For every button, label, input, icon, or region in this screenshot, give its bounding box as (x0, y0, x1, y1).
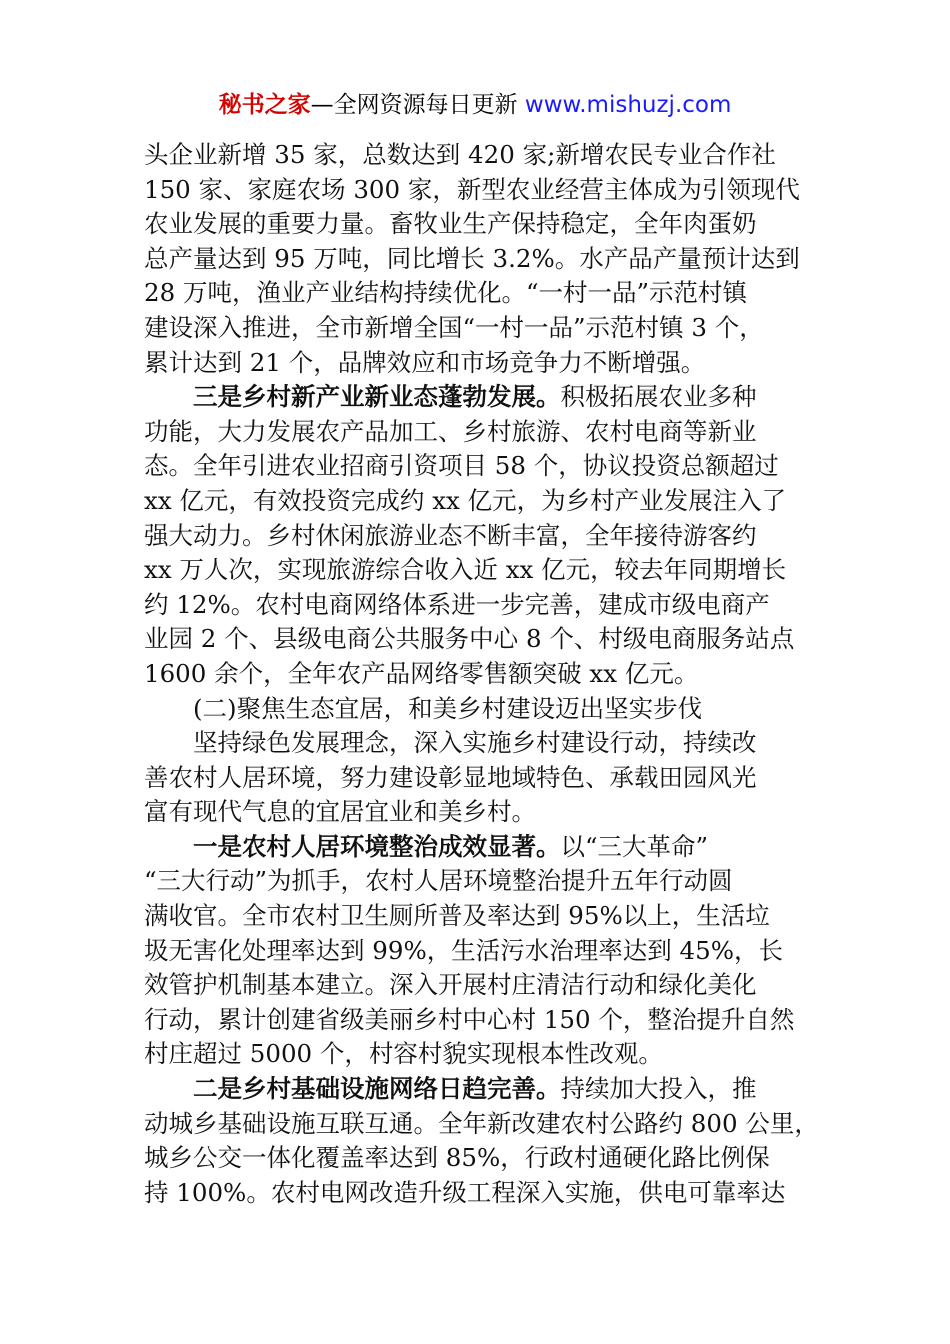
line-text: 28 万吨，渔业产业结构持续优化。“一村一品”示范村镇 (144, 278, 748, 308)
line-text: 圾无害化处理率达到 99%，生活污水治理率达到 45%，长 (144, 935, 783, 965)
text-line (144, 242, 816, 277)
bold-heading: 一是农村人居环境整治成效显著。 (193, 831, 561, 861)
text-line (144, 484, 816, 519)
line-text: 建设深入推进，全市新增全国“一村一品”示范村镇 3 个， (144, 312, 764, 342)
line-text: 积极拓展农业多种 (560, 382, 757, 412)
line-text: 150 家、家庭农场 300 家，新型农业经营主体成为引领现代 (144, 174, 800, 204)
line-text: 城乡公交一体化覆盖率达到 85%，行政村通硬化路比例保 (144, 1143, 770, 1173)
line-text: “三大行动”为抓手，农村人居环境整治提升五年行动圆 (144, 866, 733, 896)
text-line (144, 1176, 816, 1211)
line-text: xx 万人次，实现旅游综合收入近 xx 亿元，较去年同期增长 (144, 555, 787, 585)
line-text: 动城乡基础设施互联互通。全年新改建农村公路约 800 公里， (144, 1108, 819, 1138)
header-slogan: —全网资源每日更新 (310, 92, 525, 118)
text-line (144, 380, 816, 415)
line-text: 头企业新增 35 家，总数达到 420 家;新增农民专业合作社 (144, 140, 776, 169)
text-line (144, 346, 816, 381)
line-text: 坚持绿色发展理念，深入实施乡村建设行动，持续改 (193, 728, 757, 758)
text-line (144, 968, 816, 1003)
text-line (144, 761, 816, 796)
text-line (144, 726, 816, 761)
text-line (144, 795, 816, 830)
text-line (144, 588, 816, 623)
text-line (144, 276, 816, 311)
line-text: 以“三大革命” (560, 831, 709, 861)
line-text: xx 亿元，有效投资完成约 xx 亿元，为乡村产业发展注入了 (144, 485, 787, 515)
text-line (144, 1107, 819, 1142)
line-text: 善农村人居环境，努力建设彰显地域特色、承载田园风光 (144, 762, 757, 792)
line-text: 累计达到 21 个，品牌效应和市场竞争力不断增强。 (144, 347, 706, 377)
text-line (144, 1072, 816, 1107)
line-text: 总产量达到 95 万吨，同比增长 3.2%。水产品产量预计达到 (144, 243, 800, 273)
text-line (144, 934, 816, 969)
text-line (144, 1003, 816, 1038)
line-text: 行动，累计创建省级美丽乡村中心村 150 个，整治提升自然 (144, 1004, 795, 1034)
line-text: 持 100%。农村电网改造升级工程深入实施，供电可靠率达 (144, 1177, 786, 1207)
text-line (144, 899, 816, 934)
line-text: 效管护机制基本建立。深入开展村庄清洁行动和绿化美化 (144, 970, 757, 1000)
text-line (144, 830, 816, 865)
line-text: 持续加大投入，推 (560, 1074, 757, 1104)
bold-heading: 二是乡村基础设施网络日趋完善。 (193, 1074, 561, 1104)
line-text: 村庄超过 5000 个，村容村貌实现根本性改观。 (144, 1039, 663, 1069)
line-text: (二)聚焦生态宜居，和美乡村建设迈出坚实步伐 (193, 693, 703, 723)
brand-name: 秘书之家 (218, 92, 311, 118)
text-line (144, 449, 816, 484)
line-text: 功能，大力发展农产品加工、乡村旅游、农村电商等新业 (144, 416, 757, 446)
text-line (144, 1037, 816, 1072)
text-line (144, 692, 816, 727)
line-text: 富有现代气息的宜居宜业和美乡村。 (144, 797, 536, 827)
document-body (144, 138, 819, 1210)
line-text: 满收官。全市农村卫生厕所普及率达到 95%以上，生活垃 (144, 901, 770, 931)
header-url[interactable]: www.mishuzj.com (524, 92, 732, 118)
page-header (0, 88, 950, 122)
text-line (144, 311, 816, 346)
text-line (144, 864, 816, 899)
text-line (144, 207, 816, 242)
text-line (144, 553, 816, 588)
text-line (144, 657, 816, 692)
text-line (144, 173, 816, 208)
line-text: 约 12%。农村电商网络体系进一步完善，建成市级电商产 (144, 589, 770, 619)
text-line (144, 622, 816, 657)
text-line (144, 519, 816, 554)
line-text: 强大动力。乡村休闲旅游业态不断丰富，全年接待游客约 (144, 520, 757, 550)
bold-heading: 三是乡村新产业新业态蓬勃发展。 (193, 382, 561, 412)
text-line (144, 415, 816, 450)
line-text: 态。全年引进农业招商引资项目 58 个，协议投资总额超过 (144, 451, 779, 481)
line-text: 农业发展的重要力量。畜牧业生产保持稳定，全年肉蛋奶 (144, 209, 757, 239)
text-line (144, 1141, 816, 1176)
line-text: 1600 余个，全年农产品网络零售额突破 xx 亿元。 (144, 658, 699, 688)
text-line (144, 138, 816, 173)
line-text: 业园 2 个、县级电商公共服务中心 8 个、村级电商服务站点 (144, 624, 795, 654)
